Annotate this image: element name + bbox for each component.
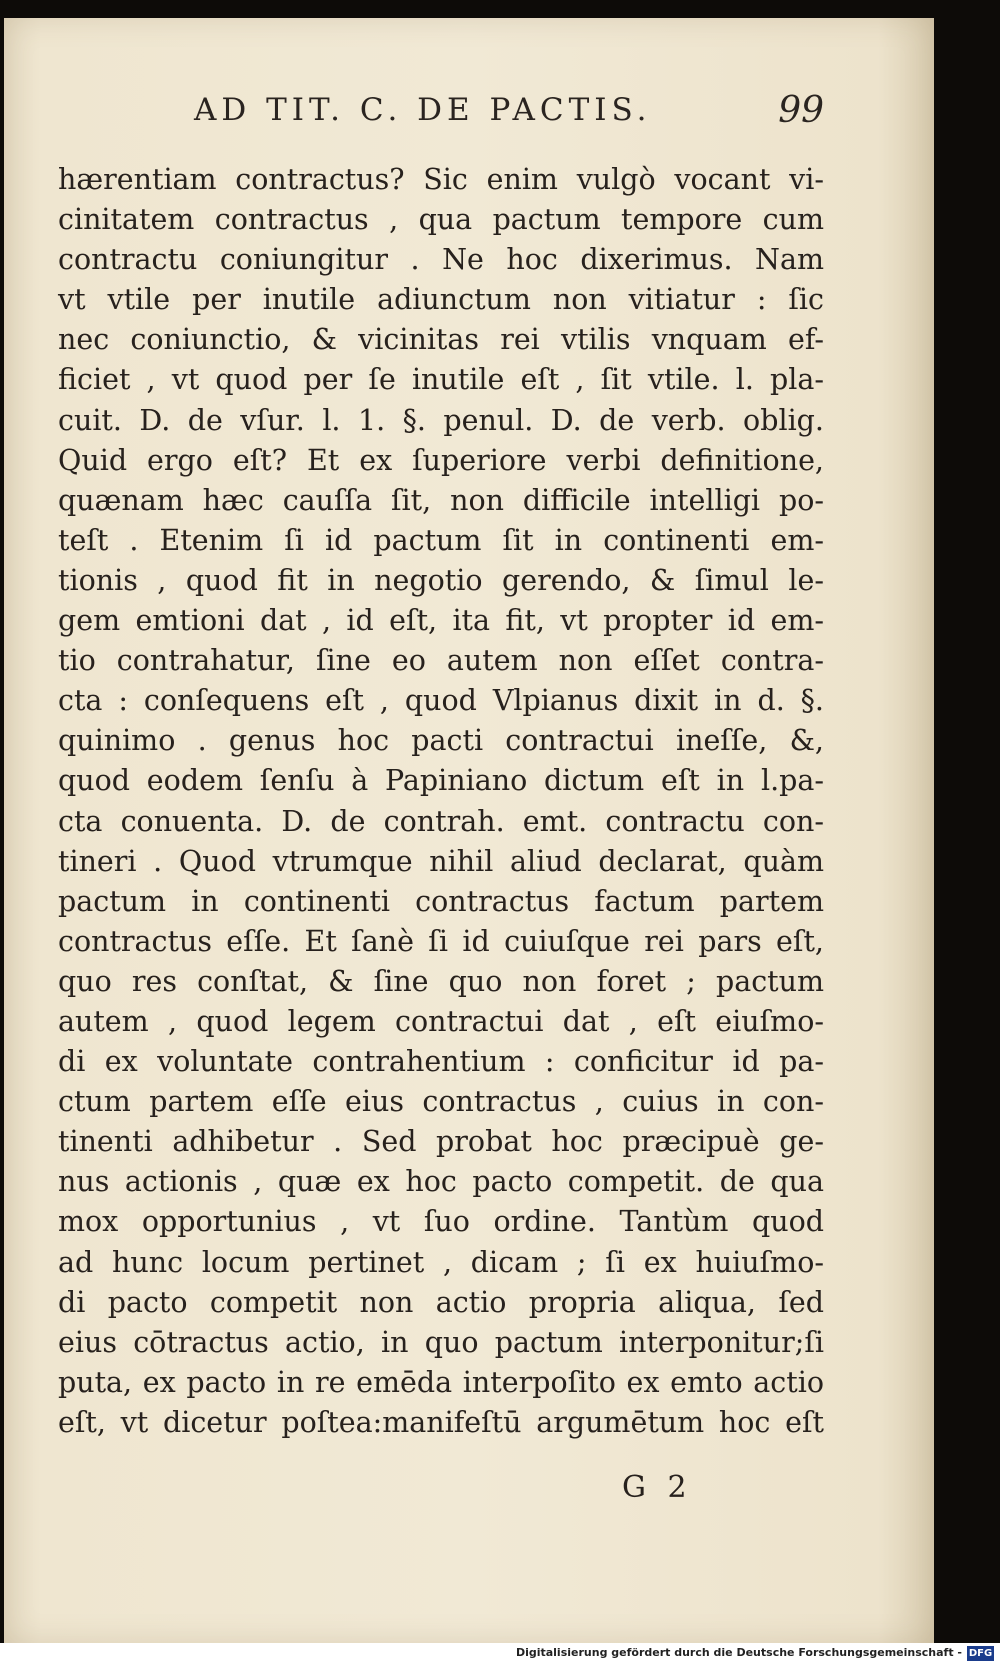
text-line: quod eodem ſenſu à Papiniano dictum eſt in l.pa- — [58, 764, 824, 798]
text-line: cuit. D. de vſur. l. 1. §. penul. D. de verb. oblig. — [58, 403, 824, 437]
dfg-logo-icon: DFG — [968, 1648, 993, 1659]
running-title: AD TIT. C. DE PACTIS. — [194, 92, 652, 128]
text-line: ad hunc locum pertinet , dicam ; ſi ex huiuſmo- — [58, 1245, 824, 1279]
text-line: ficiet , vt quod per ſe inutile eſt , ſit vtile. l. pla- — [58, 363, 824, 397]
text-line: tio contrahatur, ſine eo autem non eſſet contra- — [58, 644, 824, 678]
text-line: quinimo . genus hoc pacti contractui ineſſe, &, — [58, 724, 824, 758]
text-line: Quid ergo eſt? Et ex ſuperiore verbi definitione, — [58, 443, 824, 477]
text-line: tionis , quod fit in negotio gerendo, & ſimul le- — [58, 563, 824, 597]
text-line: contractus eſſe. Et ſanè ſi id cuiuſque rei pars eſt, — [58, 924, 824, 958]
text-line: quo res conſtat, & ſine quo non foret ; pactum — [58, 964, 824, 998]
signature-mark: G 2 — [622, 1470, 693, 1505]
text-line: tinenti adhibetur . Sed probat hoc præcipuè ge- — [58, 1125, 824, 1159]
page-number: 99 — [778, 90, 824, 131]
running-head — [64, 92, 824, 132]
text-line: ctum partem eſſe eius contractus , cuius in con- — [58, 1085, 824, 1119]
text-line: cta conuenta. D. de contrah. emt. contractu con- — [58, 804, 824, 838]
text-line: nus actionis , quæ ex hoc pacto competit. de qua — [58, 1165, 824, 1199]
text-line: teſt . Etenim ſi id pactum ſit in continenti em- — [58, 523, 824, 557]
text-line: di pacto competit non actio propria aliqua, ſed — [58, 1285, 824, 1319]
text-line: contractu coniungitur . Ne hoc dixerimus. Nam — [58, 243, 824, 277]
text-line: quænam hæc cauſſa ſit, non difficile intelligi po- — [58, 483, 824, 517]
text-line: pactum in continenti contractus factum partem — [58, 884, 824, 918]
text-line: cinitatem contractus , qua pactum tempore cum — [58, 203, 824, 237]
text-line: hærentiam contractus? Sic enim vulgò vocant vi- — [58, 163, 824, 196]
text-line: eius cōtractus actio, in quo pactum interponitur;ſi — [58, 1325, 824, 1359]
text-line: eſt, vt dicetur poſtea:manifeſtū argumētum hoc eſt — [58, 1405, 824, 1439]
text-line: gem emtioni dat , id eſt, ita fit, vt propter id em- — [58, 604, 824, 638]
text-line: nec coniunctio, & vicinitas rei vtilis vnquam ef- — [58, 323, 824, 357]
text-line: vt vtile per inutile adiunctum non vitiatur : ſic — [58, 283, 824, 317]
text-line: cta : conſequens eſt , quod Vlpianus dixit in d. §. — [58, 684, 824, 718]
text-line: tineri . Quod vtrumque nihil aliud declarat, quàm — [58, 844, 824, 878]
text-line: di ex voluntate contrahentium : conficitur id pa- — [58, 1045, 824, 1079]
text-line: puta, ex pacto in re emēda interpoſito ex emto actio — [58, 1365, 824, 1399]
text-line: mox opportunius , vt ſuo ordine. Tantùm quod — [58, 1205, 824, 1239]
book-page — [4, 18, 934, 1643]
footer-credit: Digitalisierung gefördert durch die Deutsche Forschungsgemeinschaft - — [515, 1646, 962, 1659]
text-line: autem , quod legem contractui dat , eſt eiuſmo- — [58, 1004, 824, 1038]
body-text — [58, 160, 824, 1443]
footer-bar — [0, 1643, 1000, 1666]
